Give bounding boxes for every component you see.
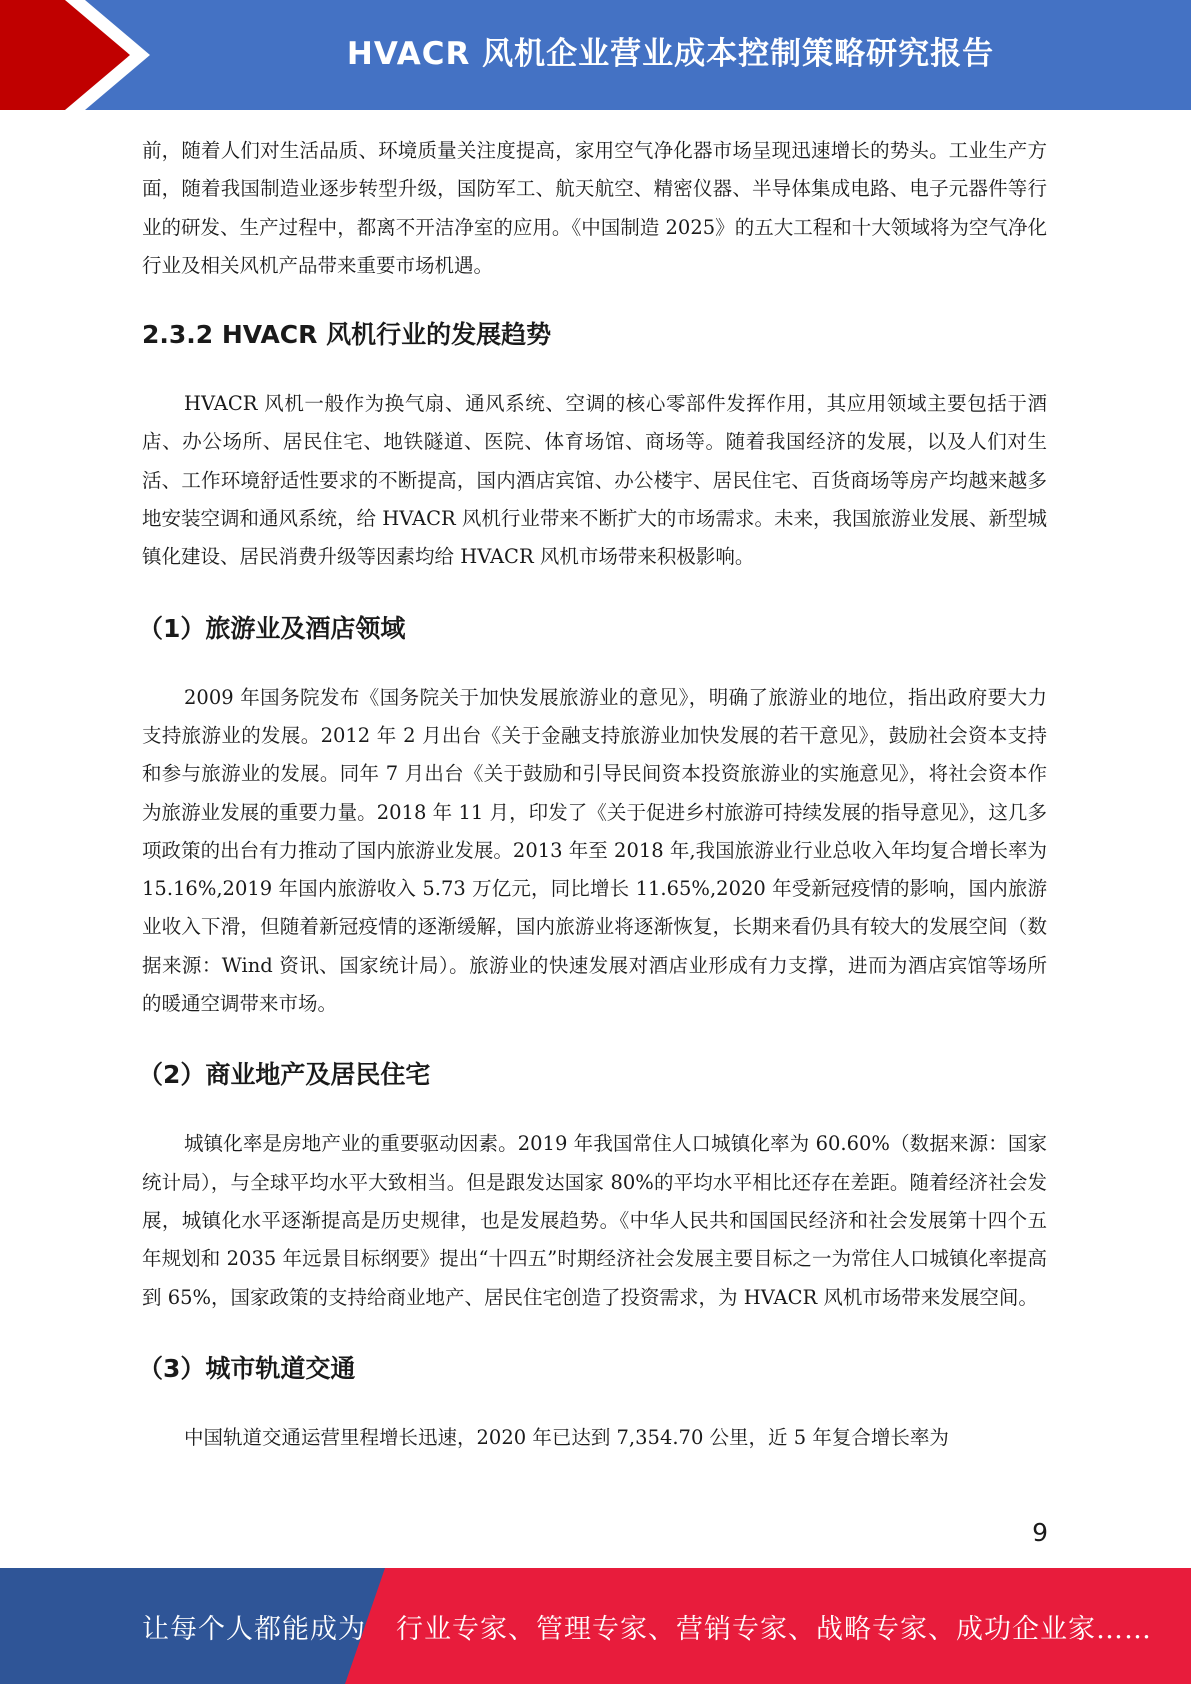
intro-paragraph: 前，随着人们对生活品质、环境质量关注度提高，家用空气净化器市场呈现迅速增长的势头。工业生产方面，随着我国制造业逐步转型升级，国防军工、航天航空、精密仪器、半导体集成电路、电子元器件等行业的研发、生产过程中，都离不开洁净室的应用。《中国制造 2025》的五大工程和十大领域将为空气净化行业及相关风机产品带来重要市场机遇。 <box>142 139 1047 277</box>
section-heading: 2.3.2 HVACR 风机行业的发展趋势 <box>142 320 552 350</box>
subsection-paragraph-tourism: 2009 年国务院发布《国务院关于加快发展旅游业的意见》，明确了旅游业的地位，指出政府要大力支持旅游业的发展。2012 年 2 月出台《关于金融支持旅游业加快发展的若干意见》，鼓励社会资本支持和参与旅游业的发展。同年 7 月出台《关于鼓励和引导民间资本投资旅游业的实施意见》，将社会资本作为旅游业发展的重要力量。2018 年 11 月，印发了《关于促进乡村旅游可持续发展的指导意见》，这几多项政策的出台有力推动了国内旅游业发展。2013 年至 2018 年,我国旅游业行业总收入年均复合增长率为 15.16%,2019 年国内旅游收入 5.73 万亿元，同比增长 11.65%,2020 年受新冠疫情的影响，国内旅游业收入下滑，但随着新冠疫情的逐渐缓解，国内旅游业将逐渐恢复，长期来看仍具有较大的发展空间（数据来源：Wind 资讯、国家统计局）。旅游业的快速发展对酒店业形成有力支撑，进而为酒店宾馆等场所的暖通空调带来市场。 <box>142 685 1047 1016</box>
document-title: HVACR 风机企业营业成本控制策略研究报告 <box>346 35 995 72</box>
page-footer <box>0 1568 1191 1684</box>
subsection-heading-real-estate: （2）商业地产及居民住宅 <box>138 1060 431 1090</box>
section-paragraph: HVACR 风机一般作为换气扇、通风系统、空调的核心零部件发挥作用，其应用领域主要包括于酒店、办公场所、居民住宅、地铁隧道、医院、体育场馆、商场等。随着我国经济的发展，以及人们对生活、工作环境舒适性要求的不断提高，国内酒店宾馆、办公楼宇、居民住宅、百货商场等房产均越来越多地安装空调和通风系统，给 HVACR 风机行业带来不断扩大的市场需求。未来，我国旅游业发展、新型城镇化建设、居民消费升级等因素均给 HVACR 风机市场带来积极影响。 <box>142 392 1047 569</box>
page-content <box>138 132 1047 1457</box>
subsection-paragraph-rail-transit: 中国轨道交通运营里程增长迅速，2020 年已达到 7,354.70 公里，近 5 年复合增长率为 <box>184 1425 949 1449</box>
footer-slogan-left: 让每个人都能成为 <box>142 1613 366 1645</box>
header-chevron-decoration <box>0 0 160 110</box>
subsection-heading-tourism: （1）旅游业及酒店领域 <box>138 613 406 643</box>
footer-slogan-right: 行业专家、管理专家、营销专家、战略专家、成功企业家…… <box>396 1613 1152 1645</box>
subsection-heading-rail-transit: （3）城市轨道交通 <box>138 1353 356 1383</box>
page-header <box>0 0 1191 110</box>
page-number: 9 <box>1032 1518 1048 1547</box>
subsection-paragraph-real-estate: 城镇化率是房地产业的重要驱动因素。2019 年我国常住人口城镇化率为 60.60%（数据来源：国家统计局），与全球平均水平大致相当。但是跟发达国家 80%的平均水平相比还存在差距。随着经济社会发展，城镇化水平逐渐提高是历史规律，也是发展趋势。《中华人民共和国国民经济和社会发展第十四个五年规划和 2035 年远景目标纲要》提出“十四五”时期经济社会发展主要目标之一为常住人口城镇化率提高到 65%，国家政策的支持给商业地产、居民住宅创造了投资需求，为 HVACR 风机市场带来发展空间。 <box>142 1132 1047 1309</box>
